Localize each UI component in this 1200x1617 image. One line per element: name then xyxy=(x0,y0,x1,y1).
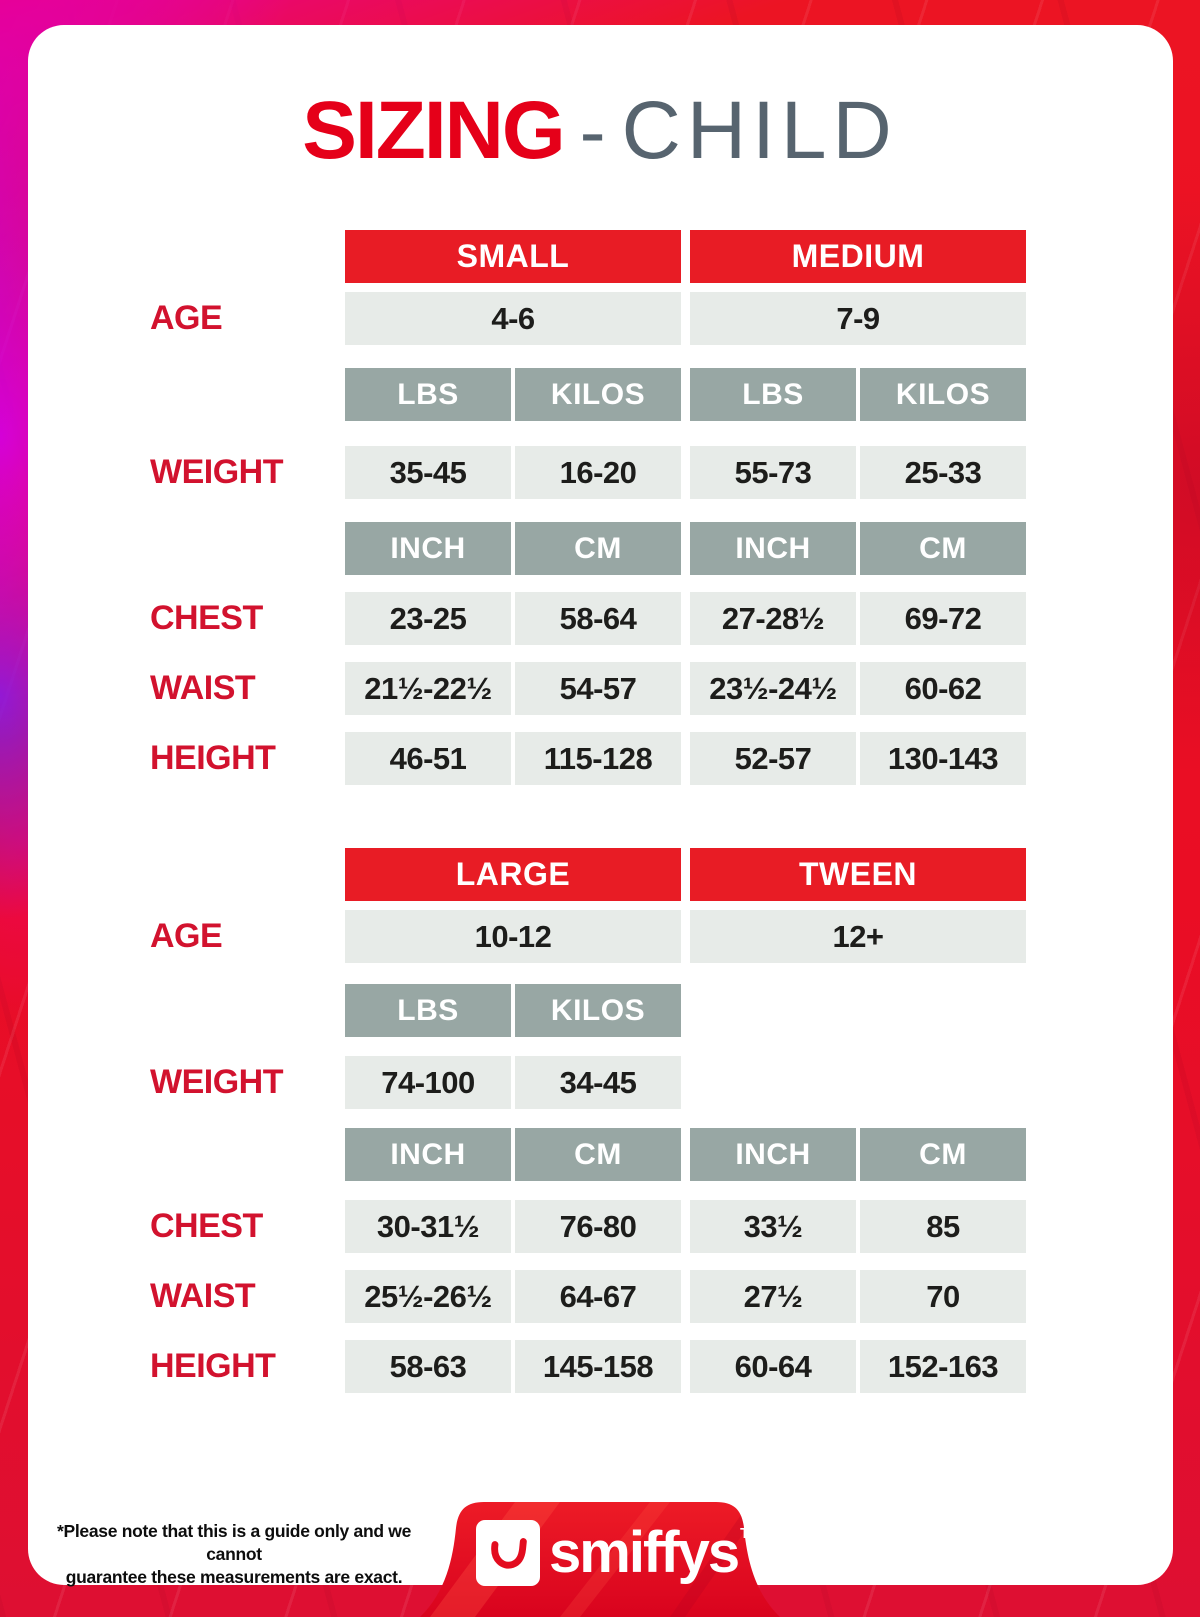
table1-waist-inch-medium: 23½-24½ xyxy=(690,662,856,715)
table1-chest-cm-small: 58-64 xyxy=(515,592,681,645)
smiffys-logo xyxy=(476,1520,762,1586)
table1-age-small: 4-6 xyxy=(345,292,681,345)
table2-chest-cm-tween: 85 xyxy=(860,1200,1026,1253)
table2-unit-lbs-large: LBS xyxy=(345,984,511,1037)
disclaimer-line-1: *Please note that this is a guide only and we cannot xyxy=(56,1521,412,1564)
brand-text: smiffys xyxy=(549,1520,739,1585)
table1-height-cm-small: 115-128 xyxy=(515,732,681,785)
table1-waist-label: WAIST xyxy=(150,669,256,707)
table2-weight-label: WEIGHT xyxy=(150,1063,283,1101)
table1-chest-label: CHEST xyxy=(150,599,263,637)
table2-inch-header-large: INCH xyxy=(345,1128,511,1181)
table1-size-header-medium: MEDIUM xyxy=(690,230,1026,283)
table1-inch-header-medium: INCH xyxy=(690,522,856,575)
table1-chest-cm-medium: 69-72 xyxy=(860,592,1026,645)
table1-height-label: HEIGHT xyxy=(150,739,276,777)
table2-unit-kilos-large: KILOS xyxy=(515,984,681,1037)
table2-chest-cm-large: 76-80 xyxy=(515,1200,681,1253)
table2-chest-label: CHEST xyxy=(150,1207,263,1245)
table1-waist-inch-small: 21½-22½ xyxy=(345,662,511,715)
table2-age-row xyxy=(345,910,1026,963)
title-separator: - xyxy=(579,87,606,175)
table1-weight-lbs-medium: 55-73 xyxy=(690,446,856,499)
table2-height-inch-large: 58-63 xyxy=(345,1340,511,1393)
table2-height-row xyxy=(345,1340,1026,1393)
table2-weight-kilos-large: 34-45 xyxy=(515,1056,681,1109)
table2-height-label: HEIGHT xyxy=(150,1347,276,1385)
table2-waist-cm-large: 64-67 xyxy=(515,1270,681,1323)
smiffys-smile-icon xyxy=(476,1520,540,1586)
table2-cm-header-tween: CM xyxy=(860,1128,1026,1181)
table2-inch-header-tween: INCH xyxy=(690,1128,856,1181)
table1-waist-cm-small: 54-57 xyxy=(515,662,681,715)
table1-unit-lbs-small: LBS xyxy=(345,368,511,421)
table1-chest-inch-small: 23-25 xyxy=(345,592,511,645)
table2-measure-header-row xyxy=(345,1128,1026,1181)
table2-size-header-tween: TWEEN xyxy=(690,848,1026,901)
table2-cm-header-large: CM xyxy=(515,1128,681,1181)
table1-height-inch-small: 46-51 xyxy=(345,732,511,785)
table2-waist-inch-tween: 27½ xyxy=(690,1270,856,1323)
table2-weight-unit-header-row xyxy=(345,984,1026,1037)
table1-age-row xyxy=(345,292,1026,345)
table2-height-inch-tween: 60-64 xyxy=(690,1340,856,1393)
table2-size-header-row xyxy=(345,848,1026,901)
disclaimer-line-2: guarantee these measurements are exact. xyxy=(65,1567,403,1587)
table1-chest-inch-medium: 27-28½ xyxy=(690,592,856,645)
table2-weight-lbs-large: 74-100 xyxy=(345,1056,511,1109)
table1-height-row xyxy=(345,732,1026,785)
table2-waist-label: WAIST xyxy=(150,1277,256,1315)
table2-waist-inch-large: 25½-26½ xyxy=(345,1270,511,1323)
smiffys-wordmark xyxy=(549,1520,762,1585)
table1-inch-header-small: INCH xyxy=(345,522,511,575)
table2-age-tween: 12+ xyxy=(690,910,1026,963)
title-sizing: SIZING xyxy=(302,85,564,176)
page-title xyxy=(0,84,1200,178)
table2-chest-row xyxy=(345,1200,1026,1253)
table1-weight-kilos-small: 16-20 xyxy=(515,446,681,499)
table1-weight-kilos-medium: 25-33 xyxy=(860,446,1026,499)
table1-unit-kilos-medium: KILOS xyxy=(860,368,1026,421)
table1-weight-row xyxy=(345,446,1026,499)
table1-age-label: AGE xyxy=(150,299,223,337)
title-child: CHILD xyxy=(621,85,898,176)
table1-size-header-row xyxy=(345,230,1026,283)
table1-size-header-small: SMALL xyxy=(345,230,681,283)
table2-height-cm-large: 145-158 xyxy=(515,1340,681,1393)
smiffys-logo-plinth xyxy=(420,1494,780,1617)
trademark-symbol: TM xyxy=(740,1525,762,1542)
table2-chest-inch-large: 30-31½ xyxy=(345,1200,511,1253)
table1-cm-header-medium: CM xyxy=(860,522,1026,575)
table1-weight-label: WEIGHT xyxy=(150,453,283,491)
table2-age-label: AGE xyxy=(150,917,223,955)
table2-weight-row xyxy=(345,1056,1026,1109)
table1-weight-unit-header-row xyxy=(345,368,1026,421)
table2-waist-cm-tween: 70 xyxy=(860,1270,1026,1323)
table1-measure-header-row xyxy=(345,522,1026,575)
table1-height-inch-medium: 52-57 xyxy=(690,732,856,785)
disclaimer-note xyxy=(48,1520,420,1589)
table1-chest-row xyxy=(345,592,1026,645)
table1-unit-kilos-small: KILOS xyxy=(515,368,681,421)
table2-chest-inch-tween: 33½ xyxy=(690,1200,856,1253)
table2-age-large: 10-12 xyxy=(345,910,681,963)
table2-waist-row xyxy=(345,1270,1026,1323)
table1-waist-cm-medium: 60-62 xyxy=(860,662,1026,715)
table1-unit-lbs-medium: LBS xyxy=(690,368,856,421)
table2-size-header-large: LARGE xyxy=(345,848,681,901)
table1-height-cm-medium: 130-143 xyxy=(860,732,1026,785)
table1-cm-header-small: CM xyxy=(515,522,681,575)
table1-weight-lbs-small: 35-45 xyxy=(345,446,511,499)
table2-height-cm-tween: 152-163 xyxy=(860,1340,1026,1393)
table1-age-medium: 7-9 xyxy=(690,292,1026,345)
table1-waist-row xyxy=(345,662,1026,715)
